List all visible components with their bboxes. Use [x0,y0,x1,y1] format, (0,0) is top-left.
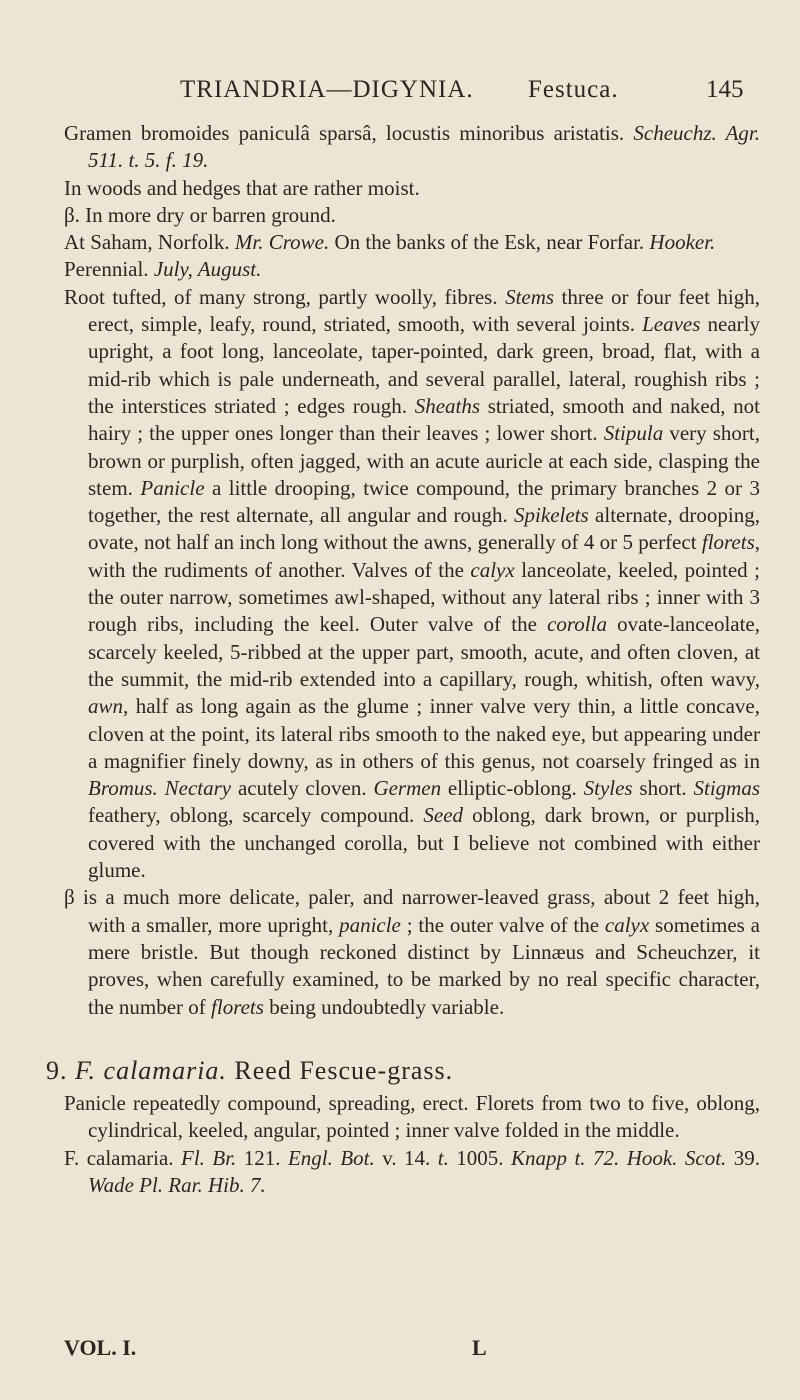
italic-run: Seed [423,803,464,828]
text-run: elliptic-oblong. [441,776,584,801]
paragraph [64,120,760,175]
text-run: feathery, oblong, scarcely compound. [88,803,424,828]
text-run: a little drooping, twice compound, the primary branches 2 or 3 together, the rest alternate, all angular and rough. [88,475,760,528]
italic-run: Spikelets [514,503,589,528]
italic-run: Scheuchz. Agr. 511. t. 5. f. 19. [88,121,760,173]
genus-label: Festuca. [528,76,619,103]
paragraph [64,1145,760,1200]
text-run: sometimes a mere bristle. But though reckoned distinct by Linnæus and Scheuchzer, it proves, when carefully examined, to be marked by no real specific character, the number of [88,912,760,1019]
italic-run: t. [437,1145,449,1170]
text-run: Root tufted, of many strong, partly woolly, fibres. [64,284,506,309]
text-run: Panicle repeatedly compound, spreading, erect. Florets from two to five, oblong, cylindrical, keeled, angular, pointed ; inner valve folded in the middle. [64,1091,760,1143]
text-run: striated, smooth and naked, not hairy ; the upper ones longer than their leaves ; lower short. [88,393,761,446]
italic-run: Sheaths [414,393,481,418]
paragraph [64,229,760,256]
text-run: At Saham, Norfolk. [64,230,235,255]
text-run [158,776,165,800]
text-run: β. In more dry or barren ground. [64,202,336,227]
paragraph [64,284,760,885]
paragraph [64,256,760,283]
text-run: oblong, dark brown, or purplish, covered with the unchanged corolla, but I believe not combined with either glume. [88,803,760,883]
italic-run: Stigmas [693,776,761,801]
text-run: ; the outer valve of the [400,912,605,937]
text-run: In woods and hedges that are rather moist. [64,175,420,200]
text-run: ovate-lanceolate, scarcely keeled, 5-ribbed at the upper part, smooth, acute, and often cloven, at the summit, the mid-rib extended into a capillary, rough, whitish, often wavy, [88,612,761,691]
italic-run: Hooker. [649,230,716,255]
text-run: alternate, drooping, ovate, not half an inch long without the awns, generally of 4 or 5 perfect [88,503,760,555]
italic-run: July, August. [153,257,262,282]
text-run: Perennial. [64,257,154,282]
italic-run: Germen [373,776,442,801]
text-run: β is a much more delicate, paler, and narrower-leaved grass, about 2 feet high, with a smaller, more upright, [64,885,760,937]
text-run: , with the rudiments of another. Valves of the [88,530,760,582]
italic-run: calyx [604,912,650,937]
italic-run: calyx [470,557,515,582]
italic-run: florets [211,994,264,1019]
text-run: acutely cloven. [231,776,374,801]
text-run: Gramen bromoides paniculâ sparsâ, locustis minoribus aristatis. [64,121,634,145]
text-run: 121. [236,1145,288,1170]
italic-run: corolla [547,612,607,637]
species-heading [46,1057,760,1084]
text-run: short. [632,776,694,801]
paragraph [64,1090,760,1145]
text-run: lanceolate, keeled, pointed ; the outer narrow, sometimes awl-shaped, without any lateral ribs ; inner with 3 rough ribs, including the keel. Outer valve of the [88,557,760,637]
text-run: 39. [726,1145,760,1170]
italic-run: Knapp t. 72. Hook. Scot. [511,1145,727,1170]
text-run: v. 14. [374,1145,438,1170]
paragraph [64,175,760,202]
text-run: On the banks of the Esk, near Forfar. [329,230,650,255]
italic-run: Leaves [642,312,701,337]
page-footer [64,1335,764,1365]
page-number: 145 [706,76,744,103]
species-diagnosis [64,1090,760,1199]
paragraph [64,884,760,1020]
text-run: nearly upright, a foot long, lanceolate, taper-pointed, dark green, broad, flat, with a mid-rib which is pale underneath, and several parallel, lateral, roughish ribs ; the interstices striated ; edges rough. [88,312,760,418]
paragraph [64,202,760,229]
running-head [170,76,790,112]
page-body [46,120,761,1199]
species-name: F. calamaria. [75,1055,227,1085]
italic-run: Bromus. [88,776,158,801]
signature-mark: L [472,1335,487,1360]
species-number: 9. [46,1055,68,1085]
italic-run: Wade Pl. Rar. Hib. 7. [88,1172,266,1197]
italic-run: florets [701,530,755,555]
italic-run: Fl. Br. [181,1145,237,1170]
species-description [64,120,760,1021]
italic-run: Nectary [164,776,232,801]
italic-run: Stipula [603,421,664,446]
text-run: three or four feet high, erect, simple, leafy, round, striated, smooth, with several joints. [88,284,760,337]
italic-run: Engl. Bot. [287,1145,375,1170]
running-title: TRIANDRIA—DIGYNIA. [180,76,474,103]
italic-run: Mr. Crowe. [234,230,330,255]
italic-run: panicle [339,912,401,937]
text-run: very short, brown or purplish, often jagged, with an acute auricle at each side, clasping the stem. [88,421,760,500]
italic-run: awn [88,694,124,719]
text-run: being undoubtedly variable. [263,994,505,1019]
text-run: , half as long again as the glume ; inner valve very thin, a little concave, cloven at the point, its lateral ribs smooth to the naked eye, but appearing under a magnifier finely downy, as in others of this genus, not coarsely fringed as in [88,694,760,773]
italic-run: Stems [505,284,555,309]
italic-run: Panicle [140,475,205,500]
italic-run: Styles [583,776,633,801]
text-run: 1005. [448,1145,511,1170]
volume-label: VOL. I. [64,1335,137,1360]
species-common-name: Reed Fescue-grass. [234,1055,454,1085]
text-run: F. calamaria. [64,1145,182,1170]
